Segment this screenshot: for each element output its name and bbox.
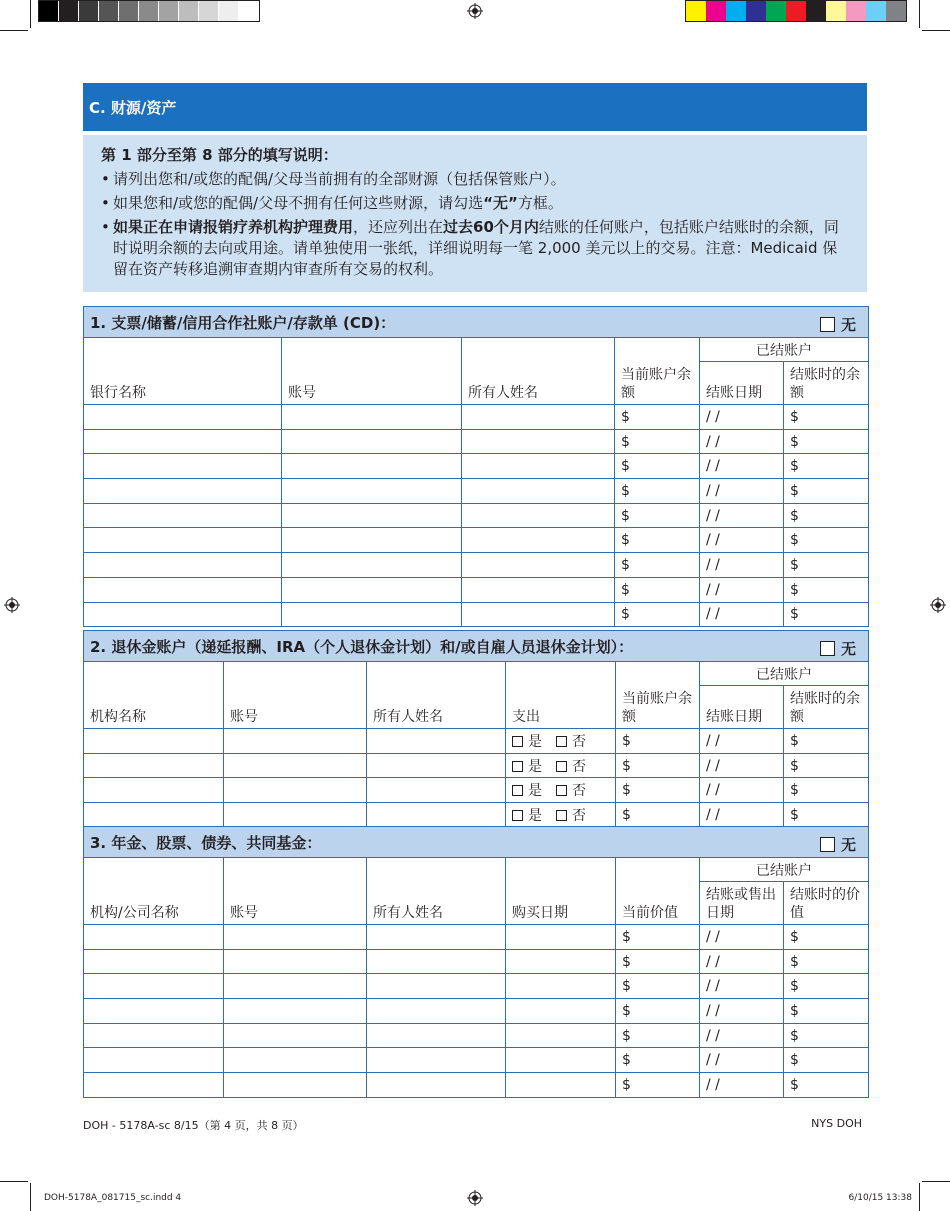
grayscale-swatch [179, 1, 199, 21]
current-balance-field[interactable]: $ [616, 778, 700, 803]
none-checkbox[interactable] [820, 638, 856, 659]
closed-date-field[interactable]: / / [700, 405, 784, 430]
color-bar [685, 0, 907, 22]
table-row [84, 503, 869, 528]
account-number-field[interactable] [282, 602, 462, 627]
table-row [84, 429, 869, 454]
registration-mark-icon [930, 597, 946, 613]
current-balance-field[interactable]: $ [616, 753, 700, 778]
grayscale-swatch [39, 1, 59, 21]
col-account-number: 账号 [282, 338, 462, 405]
account-number-field[interactable] [224, 974, 367, 999]
instruction-emphasis: 过去60个月内 [443, 218, 539, 236]
table-row [84, 925, 869, 950]
closed-date-field[interactable]: / / [700, 1023, 784, 1048]
grayscale-swatch [199, 1, 219, 21]
closed-balance-field[interactable]: $ [784, 553, 869, 578]
payout-yes-no [506, 778, 616, 803]
account-number-field[interactable] [282, 577, 462, 602]
section2-title: 2. 退休金账户（递延报酬、IRA（个人退休金计划）和/或自雇人员退休金计划）： [90, 637, 634, 656]
yes-option[interactable] [512, 759, 542, 775]
company-name-field[interactable] [84, 999, 224, 1024]
instruction-text: 结账的任何账户，包括账户结账时的余额，同时说明余额的去向或用途。请单独使用一张纸，详细说明每一笔 2,000 美元以上的交易。注意：Medicaid 保留在资产转移追溯审查期内审查所有交易的权利。 [113, 218, 839, 278]
account-number-field[interactable] [282, 528, 462, 553]
closed-balance-field[interactable]: $ [784, 577, 869, 602]
closed-date-field[interactable]: / / [700, 602, 784, 627]
closed-value-field[interactable]: $ [784, 1073, 869, 1098]
bank-name-field[interactable] [84, 454, 282, 479]
instructions-title: 第 1 部分至第 8 部分的填写说明： [101, 146, 338, 164]
yes-option[interactable] [512, 808, 542, 824]
crop-mark [922, 1181, 950, 1182]
no-option[interactable] [556, 734, 586, 750]
no-option[interactable] [556, 783, 586, 799]
col-current-value: 当前价值 [616, 858, 700, 925]
color-swatch [786, 1, 806, 21]
col-closed-balance: 结账时的余额 [784, 362, 869, 405]
bank-name-field[interactable] [84, 602, 282, 627]
owner-name-field[interactable] [462, 454, 615, 479]
instruction-text: 方框。 [517, 194, 563, 212]
instruction-text: ，还应列出在 [353, 218, 444, 236]
current-balance-field[interactable]: $ [616, 803, 700, 828]
grayscale-bar [38, 0, 260, 22]
table-row [84, 1048, 869, 1073]
grayscale-swatch [239, 1, 259, 21]
color-swatch [686, 1, 706, 21]
closed-date-field[interactable]: / / [700, 1073, 784, 1098]
crop-mark [922, 30, 950, 31]
institution-name-field[interactable] [84, 753, 224, 778]
current-balance-field[interactable]: $ [615, 479, 700, 504]
instruction-bullet: • 请列出您和/或您的配偶/父母当前拥有的全部财源（包括保管账户）。 [101, 169, 849, 190]
closed-value-field[interactable]: $ [784, 1023, 869, 1048]
purchase-date-field[interactable] [506, 949, 616, 974]
current-value-field[interactable]: $ [616, 974, 700, 999]
account-number-field[interactable] [224, 1023, 367, 1048]
institution-name-field[interactable] [84, 778, 224, 803]
institution-name-field[interactable] [84, 803, 224, 828]
table-row [84, 803, 869, 828]
closed-value-field[interactable]: $ [784, 999, 869, 1024]
owner-name-field[interactable] [462, 429, 615, 454]
payout-yes-no [506, 803, 616, 828]
instruction-text: 如果您和/或您的配偶/父母不拥有任何这些财源，请勾选 [113, 194, 484, 212]
checkbox-icon[interactable] [556, 736, 567, 747]
crop-mark [30, 1183, 31, 1211]
no-label: 否 [572, 758, 586, 775]
col-closed-balance: 结账时的余额 [784, 686, 869, 729]
yes-option[interactable] [512, 783, 542, 799]
section1-table [83, 306, 869, 627]
current-balance-field[interactable]: $ [615, 405, 700, 430]
bank-name-field[interactable] [84, 405, 282, 430]
none-label: 无 [840, 316, 856, 334]
table-row [84, 479, 869, 504]
owner-name-field[interactable] [462, 528, 615, 553]
col-closed-date: 结账或售出日期 [700, 882, 784, 925]
company-name-field[interactable] [84, 974, 224, 999]
checkbox-icon[interactable] [556, 761, 567, 772]
table-row [84, 999, 869, 1024]
checkbox-icon[interactable] [820, 641, 835, 656]
registration-mark-icon [467, 1190, 483, 1206]
yes-label: 是 [528, 733, 542, 750]
owner-name-field[interactable] [462, 479, 615, 504]
closed-value-field[interactable]: $ [784, 1048, 869, 1073]
col-account-number: 账号 [224, 858, 367, 925]
none-checkbox[interactable] [820, 834, 856, 855]
checkbox-icon[interactable] [512, 785, 523, 796]
checkbox-icon[interactable] [512, 736, 523, 747]
closed-date-field[interactable]: / / [700, 454, 784, 479]
closed-date-field[interactable]: / / [700, 803, 784, 828]
color-swatch [826, 1, 846, 21]
account-number-field[interactable] [282, 553, 462, 578]
current-value-field[interactable]: $ [616, 1048, 700, 1073]
grayscale-swatch [219, 1, 239, 21]
account-number-field[interactable] [282, 405, 462, 430]
bank-name-field[interactable] [84, 479, 282, 504]
closed-balance-field[interactable]: $ [784, 778, 869, 803]
col-bank-name: 银行名称 [84, 338, 282, 405]
payout-yes-no [506, 729, 616, 754]
owner-name-field[interactable] [367, 925, 506, 950]
company-name-field[interactable] [84, 1023, 224, 1048]
col-closed-date: 结账日期 [700, 686, 784, 729]
grayscale-swatch [119, 1, 139, 21]
owner-name-field[interactable] [462, 602, 615, 627]
section-header: C. 财源/资产 [83, 83, 867, 131]
company-name-field[interactable] [84, 949, 224, 974]
closed-accounts-header: 已结账户 [700, 858, 869, 882]
section2-table [83, 630, 869, 828]
color-swatch [766, 1, 786, 21]
section3-title: 3. 年金、股票、债券、共同基金： [90, 833, 322, 852]
owner-name-field[interactable] [367, 949, 506, 974]
table-row [84, 577, 869, 602]
current-balance-field[interactable]: $ [615, 577, 700, 602]
company-name-field[interactable] [84, 1073, 224, 1098]
account-number-field[interactable] [282, 479, 462, 504]
owner-name-field[interactable] [462, 577, 615, 602]
col-account-number: 账号 [224, 662, 367, 729]
bank-name-field[interactable] [84, 429, 282, 454]
none-checkbox[interactable] [820, 314, 856, 335]
owner-name-field[interactable] [462, 503, 615, 528]
no-label: 否 [572, 807, 586, 824]
purchase-date-field[interactable] [506, 1023, 616, 1048]
col-owner-name: 所有人姓名 [462, 338, 615, 405]
color-swatch [746, 1, 766, 21]
bank-name-field[interactable] [84, 528, 282, 553]
col-owner-name: 所有人姓名 [367, 662, 506, 729]
current-balance-field[interactable]: $ [616, 729, 700, 754]
closed-date-field[interactable]: / / [700, 479, 784, 504]
yes-label: 是 [528, 783, 542, 800]
section2-title-cell [84, 631, 869, 662]
company-name-field[interactable] [84, 1048, 224, 1073]
closed-date-field[interactable]: / / [700, 999, 784, 1024]
checkbox-icon[interactable] [512, 810, 523, 821]
account-number-field[interactable] [224, 925, 367, 950]
closed-accounts-header: 已结账户 [700, 338, 869, 362]
section3-table [83, 826, 869, 1098]
grayscale-swatch [159, 1, 179, 21]
color-swatch [866, 1, 886, 21]
closed-date-field[interactable]: / / [700, 503, 784, 528]
owner-name-field[interactable] [367, 1073, 506, 1098]
closed-balance-field[interactable]: $ [784, 405, 869, 430]
closed-date-field[interactable]: / / [700, 553, 784, 578]
no-option[interactable] [556, 759, 586, 775]
closed-balance-field[interactable]: $ [784, 454, 869, 479]
closed-balance-field[interactable]: $ [784, 729, 869, 754]
bank-name-field[interactable] [84, 503, 282, 528]
closed-date-field[interactable]: / / [700, 974, 784, 999]
no-label: 否 [572, 783, 586, 800]
crop-mark [0, 1181, 28, 1182]
closed-balance-field[interactable]: $ [784, 753, 869, 778]
closed-date-field[interactable]: / / [700, 528, 784, 553]
color-swatch [886, 1, 906, 21]
yes-option[interactable] [512, 734, 542, 750]
owner-name-field[interactable] [367, 803, 506, 828]
section3-title-cell [84, 827, 869, 858]
color-swatch [806, 1, 826, 21]
crop-mark [30, 0, 31, 28]
account-number-field[interactable] [282, 429, 462, 454]
current-balance-field[interactable]: $ [615, 454, 700, 479]
current-value-field[interactable]: $ [616, 949, 700, 974]
table-row [84, 528, 869, 553]
color-swatch [706, 1, 726, 21]
checkbox-icon[interactable] [512, 761, 523, 772]
account-number-field[interactable] [282, 454, 462, 479]
account-number-field[interactable] [224, 949, 367, 974]
none-label: 无 [841, 640, 857, 658]
purchase-date-field[interactable] [506, 974, 616, 999]
owner-name-field[interactable] [367, 974, 506, 999]
closed-balance-field[interactable]: $ [784, 602, 869, 627]
current-value-field[interactable]: $ [616, 1073, 700, 1098]
closed-date-field[interactable]: / / [700, 1048, 784, 1073]
bank-name-field[interactable] [84, 553, 282, 578]
closed-date-field[interactable]: / / [700, 925, 784, 950]
purchase-date-field[interactable] [506, 1073, 616, 1098]
payout-yes-no [506, 753, 616, 778]
checkbox-icon[interactable] [556, 785, 567, 796]
current-balance-field[interactable]: $ [615, 602, 700, 627]
section1-title: 1. 支票/储蓄/信用合作社账户/存款单 (CD)： [90, 313, 396, 332]
table-row [84, 602, 869, 627]
closed-balance-field[interactable]: $ [784, 528, 869, 553]
current-value-field[interactable]: $ [616, 999, 700, 1024]
account-number-field[interactable] [224, 999, 367, 1024]
owner-name-field[interactable] [462, 553, 615, 578]
owner-name-field[interactable] [367, 1048, 506, 1073]
no-option[interactable] [556, 808, 586, 824]
checkbox-icon[interactable] [556, 810, 567, 821]
account-number-field[interactable] [224, 803, 367, 828]
col-payout: 支出 [506, 662, 616, 729]
closed-value-field[interactable]: $ [784, 974, 869, 999]
slug-timestamp: 6/10/15 13:38 [848, 1193, 912, 1203]
closed-date-field[interactable]: / / [700, 429, 784, 454]
owner-name-field[interactable] [367, 1023, 506, 1048]
instruction-emphasis: “无” [483, 194, 518, 212]
slug-filename: DOH-5178A_081715_sc.indd 4 [44, 1193, 182, 1203]
col-company-name: 机构/公司名称 [84, 858, 224, 925]
table-row [84, 405, 869, 430]
account-number-field[interactable] [224, 729, 367, 754]
registration-mark-icon [4, 597, 20, 613]
table-row [84, 753, 869, 778]
footer-form-id: DOH - 5178A-sc 8/15（第 4 页，共 8 页） [83, 1119, 304, 1132]
bank-name-field[interactable] [84, 577, 282, 602]
checkbox-icon[interactable] [820, 317, 835, 332]
crop-mark [0, 30, 28, 31]
closed-balance-field[interactable]: $ [784, 803, 869, 828]
closed-date-field[interactable]: / / [700, 949, 784, 974]
color-swatch [846, 1, 866, 21]
table-row [84, 729, 869, 754]
purchase-date-field[interactable] [506, 925, 616, 950]
current-value-field[interactable]: $ [616, 925, 700, 950]
closed-balance-field[interactable]: $ [784, 503, 869, 528]
crop-mark [919, 0, 920, 28]
checkbox-icon[interactable] [820, 837, 835, 852]
instruction-emphasis: 如果正在申请报销疗养机构护理费用 [113, 218, 354, 236]
col-owner-name: 所有人姓名 [367, 858, 506, 925]
closed-balance-field[interactable]: $ [784, 429, 869, 454]
purchase-date-field[interactable] [506, 999, 616, 1024]
instruction-bullet [101, 217, 849, 280]
col-current-balance: 当前账户余额 [616, 662, 700, 729]
account-number-field[interactable] [224, 1048, 367, 1073]
account-number-field[interactable] [224, 1073, 367, 1098]
account-number-field[interactable] [282, 503, 462, 528]
instruction-bullet [101, 193, 849, 214]
closed-balance-field[interactable]: $ [784, 479, 869, 504]
current-balance-field[interactable]: $ [615, 528, 700, 553]
current-balance-field[interactable]: $ [615, 553, 700, 578]
section1-title-cell [84, 307, 869, 338]
grayscale-swatch [59, 1, 79, 21]
col-institution-name: 机构名称 [84, 662, 224, 729]
grayscale-swatch [99, 1, 119, 21]
color-swatch [726, 1, 746, 21]
col-closed-value: 结账时的价值 [784, 882, 869, 925]
closed-date-field[interactable]: / / [700, 577, 784, 602]
table-row [84, 1023, 869, 1048]
purchase-date-field[interactable] [506, 1048, 616, 1073]
owner-name-field[interactable] [367, 778, 506, 803]
table-row [84, 949, 869, 974]
table-row [84, 778, 869, 803]
col-current-balance: 当前账户余额 [615, 338, 700, 405]
table-row [84, 1073, 869, 1098]
registration-mark-icon [467, 3, 483, 19]
no-label: 否 [572, 733, 586, 750]
owner-name-field[interactable] [462, 405, 615, 430]
grayscale-swatch [139, 1, 159, 21]
current-balance-field[interactable]: $ [615, 429, 700, 454]
yes-label: 是 [528, 758, 542, 775]
closed-accounts-header: 已结账户 [700, 662, 869, 686]
grayscale-swatch [79, 1, 99, 21]
col-closed-date: 结账日期 [700, 362, 784, 405]
institution-name-field[interactable] [84, 729, 224, 754]
closed-date-field[interactable]: / / [700, 778, 784, 803]
owner-name-field[interactable] [367, 753, 506, 778]
closed-value-field[interactable]: $ [784, 949, 869, 974]
col-purchase-date: 购买日期 [506, 858, 616, 925]
current-balance-field[interactable]: $ [615, 503, 700, 528]
closed-date-field[interactable]: / / [700, 729, 784, 754]
yes-label: 是 [528, 807, 542, 824]
crop-mark [919, 1183, 920, 1211]
account-number-field[interactable] [224, 753, 367, 778]
current-value-field[interactable]: $ [616, 1023, 700, 1048]
table-row [84, 974, 869, 999]
none-label: 无 [841, 836, 857, 854]
instructions-box [83, 135, 867, 292]
owner-name-field[interactable] [367, 999, 506, 1024]
closed-date-field[interactable]: / / [700, 753, 784, 778]
owner-name-field[interactable] [367, 729, 506, 754]
table-row [84, 553, 869, 578]
closed-value-field[interactable]: $ [784, 925, 869, 950]
account-number-field[interactable] [224, 778, 367, 803]
company-name-field[interactable] [84, 925, 224, 950]
footer-agency: NYS DOH [811, 1117, 862, 1130]
table-row [84, 454, 869, 479]
